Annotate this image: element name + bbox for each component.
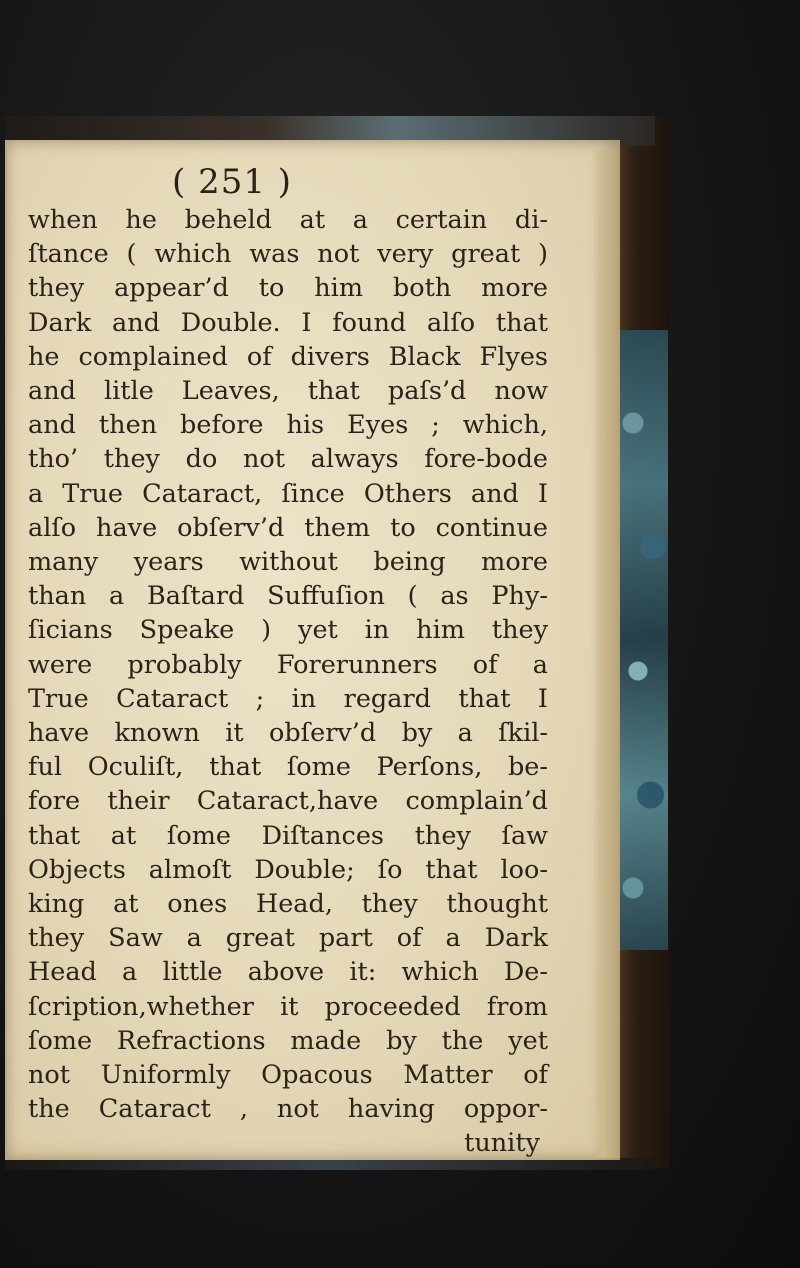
- text-line: Head a little above it: which De-: [28, 957, 548, 988]
- text-line: fore their Cataract,have complain’d: [28, 786, 548, 817]
- text-line: Dark and Double. I found alſo that: [28, 307, 548, 338]
- catchword: tunity: [464, 1128, 540, 1159]
- text-line: ſcription,whether it proceeded from: [28, 991, 548, 1022]
- text-line: and then before his Eyes ; which,: [28, 410, 548, 441]
- page-left-edge: [5, 140, 7, 1160]
- text-line: a True Cataract, ſince Others and I: [28, 478, 548, 509]
- text-line: have known it obſerv’d by a ſkil-: [28, 718, 548, 749]
- text-line: than a Baſtard Suffuſion ( as Phy-: [28, 581, 548, 612]
- text-line: were probably Forerunners of a: [28, 649, 548, 680]
- text-line: True Cataract ; in regard that I: [28, 683, 548, 714]
- text-line: the Cataract , not having oppor-: [28, 1094, 548, 1125]
- text-line: he complained of divers Black Flyes: [28, 341, 548, 372]
- page-gutter-shadow: [592, 150, 620, 1158]
- text-line: not Uniformly Opacous Matter of: [28, 1060, 548, 1091]
- text-line: they Saw a great part of a Dark: [28, 923, 548, 954]
- text-line: they appear’d to him both more: [28, 273, 548, 304]
- marbled-endpaper: [618, 330, 668, 950]
- text-line: ſtance ( which was not very great ): [28, 239, 548, 270]
- text-line: when he beheld at a certain di-: [28, 205, 548, 235]
- text-line: alſo have obſerv’d them to continue: [28, 512, 548, 543]
- text-line: and litle Leaves, that paſs’d now: [28, 376, 548, 407]
- text-line: many years without being more: [28, 547, 548, 578]
- text-line: tho’ they do not always fore-bode: [28, 444, 548, 475]
- text-line: ſome Refractions made by the yet: [28, 1025, 548, 1056]
- text-line: that at ſome Diſtances they ſaw: [28, 820, 548, 851]
- page-text: [28, 203, 548, 1161]
- text-line: ſicians Speake ) yet in him they: [28, 615, 548, 646]
- text-line: Objects almoſt Double; ſo that loo-: [28, 854, 548, 885]
- text-line: ful Oculiſt, that ſome Perſons, be-: [28, 752, 548, 783]
- text-line: king at ones Head, they thought: [28, 889, 548, 920]
- page-number: ( 251 ): [172, 162, 293, 202]
